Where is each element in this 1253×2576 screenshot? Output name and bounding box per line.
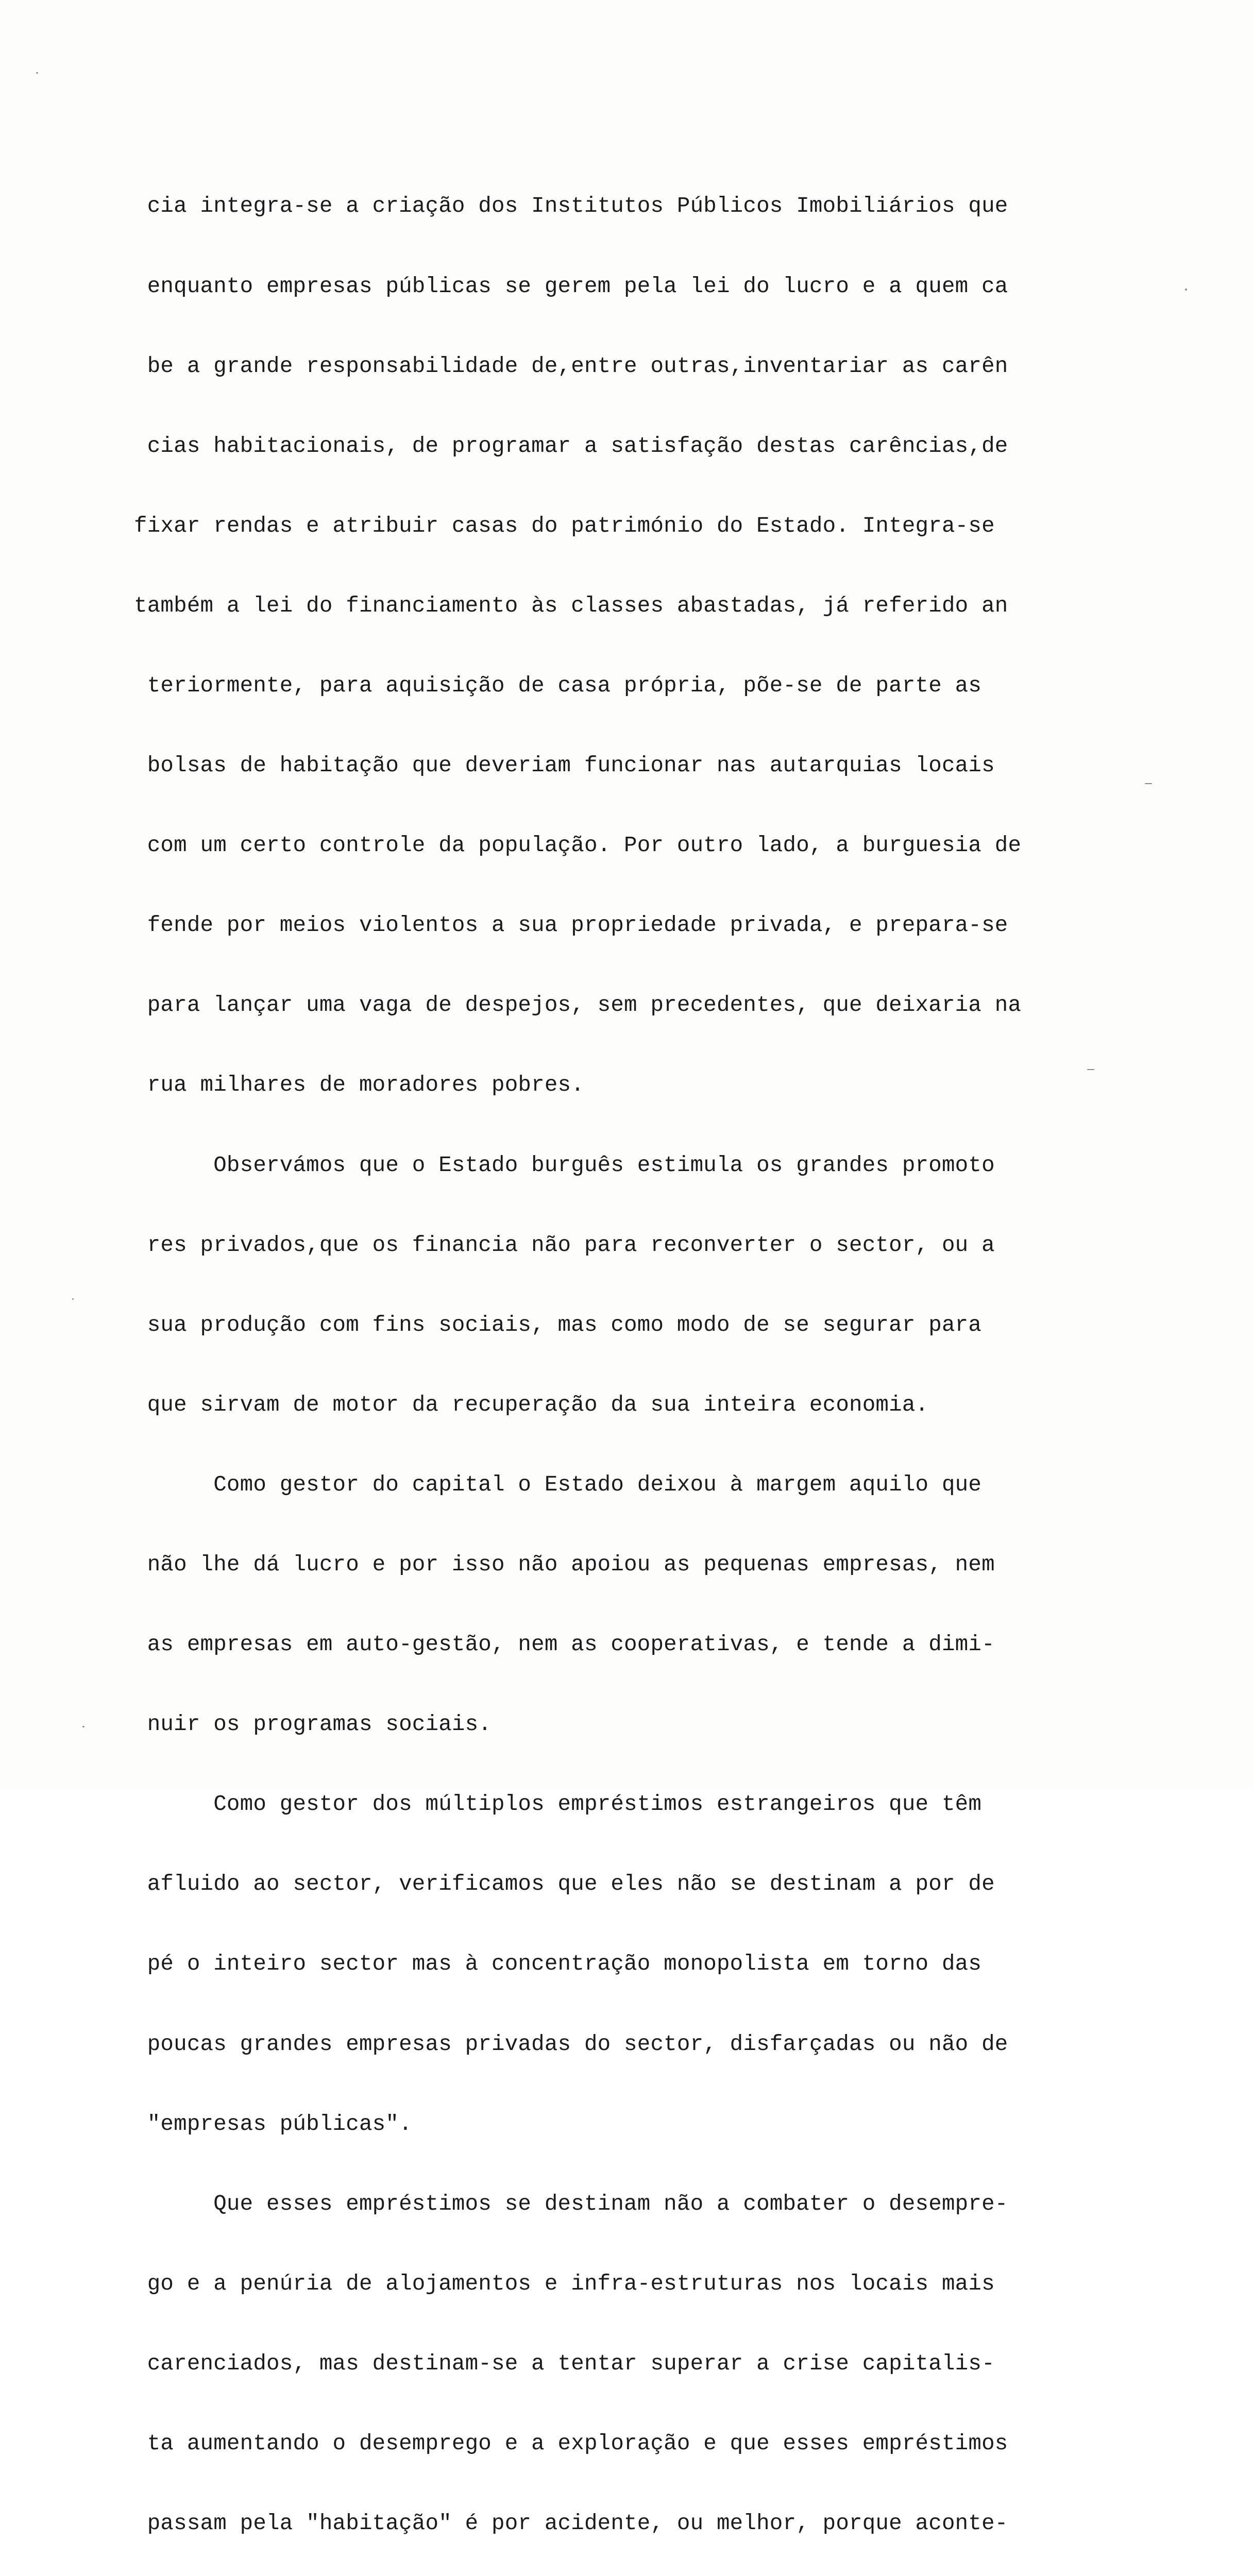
text-line: que sirvam de motor da recuperação da sua inteira economia. <box>134 1392 929 1417</box>
text-line: enquanto empresas públicas se gerem pela lei do lucro e a quem ca <box>134 274 1008 299</box>
paper-speck <box>1145 783 1152 784</box>
text-line: sua produção com fins sociais, mas como modo de se segurar para <box>134 1312 982 1337</box>
paper-speck <box>1087 1069 1094 1070</box>
text-line: go e a penúria de alojamentos e infra-estruturas nos locais mais <box>134 2271 995 2296</box>
text-line: "empresas públicas". <box>134 2111 412 2137</box>
text-line: fende por meios violentos a sua propriedade privada, e prepara-se <box>134 913 1008 938</box>
text-line: Como gestor do capital o Estado deixou à margem aquilo que <box>134 1472 982 1497</box>
text-line: teriormente, para aquisição de casa própria, põe-se de parte as <box>134 673 982 698</box>
text-line: res privados,que os financia não para reconverter o sector, ou a <box>134 1232 995 1258</box>
text-line: com um certo controle da população. Por outro lado, a burguesia de <box>134 833 1022 858</box>
paper-speck <box>72 1298 74 1300</box>
text-line: ta aumentando o desemprego e a exploração e que esses empréstimos <box>134 2431 1008 2456</box>
text-line: Que esses empréstimos se destinam não a combater o desempre- <box>134 2191 1008 2216</box>
text-line: Como gestor dos múltiplos empréstimos estrangeiros que têm <box>134 1792 982 1817</box>
text-line: bolsas de habitação que deveriam funcionar nas autarquias locais <box>134 753 995 778</box>
text-line: nuir os programas sociais. <box>134 1712 492 1737</box>
text-line: não lhe dá lucro e por isso não apoiou as pequenas empresas, nem <box>134 1552 995 1577</box>
text-line: afluido ao sector, verificamos que eles não se destinam a por de <box>134 1872 995 1897</box>
paper-speck <box>82 1726 84 1727</box>
text-line: pé o inteiro sector mas à concentração monopolista em torno das <box>134 1952 982 1977</box>
text-line: be a grande responsabilidade de,entre outras,inventariar as carên <box>134 353 1008 379</box>
text-line: para lançar uma vaga de despejos, sem precedentes, que deixaria na <box>134 993 1022 1018</box>
text-line: fixar rendas e atribuir casas do património do Estado. Integra-se <box>134 513 995 538</box>
paper-speck <box>1185 289 1187 291</box>
typed-body-text <box>134 140 1175 2576</box>
text-line: passam pela "habitação" é por acidente, ou melhor, porque aconte- <box>134 2511 1008 2536</box>
text-line: também a lei do financiamento às classes abastadas, já referido an <box>134 593 1008 618</box>
text-line: rua milhares de moradores pobres. <box>134 1073 584 1098</box>
text-line: cias habitacionais, de programar a satisfação destas carências,de <box>134 433 1008 459</box>
paper-speck <box>36 72 38 74</box>
text-line: Observámos que o Estado burguês estimula os grandes promoto <box>134 1153 995 1178</box>
text-line: as empresas em auto-gestão, nem as cooperativas, e tende a dimi- <box>134 1632 995 1657</box>
text-line: cia integra-se a criação dos Institutos Públicos Imobiliários que <box>134 194 1008 219</box>
text-line: carenciados, mas destinam-se a tentar superar a crise capitalis- <box>134 2351 995 2376</box>
text-line: poucas grandes empresas privadas do sector, disfarçadas ou não de <box>134 2031 1008 2057</box>
